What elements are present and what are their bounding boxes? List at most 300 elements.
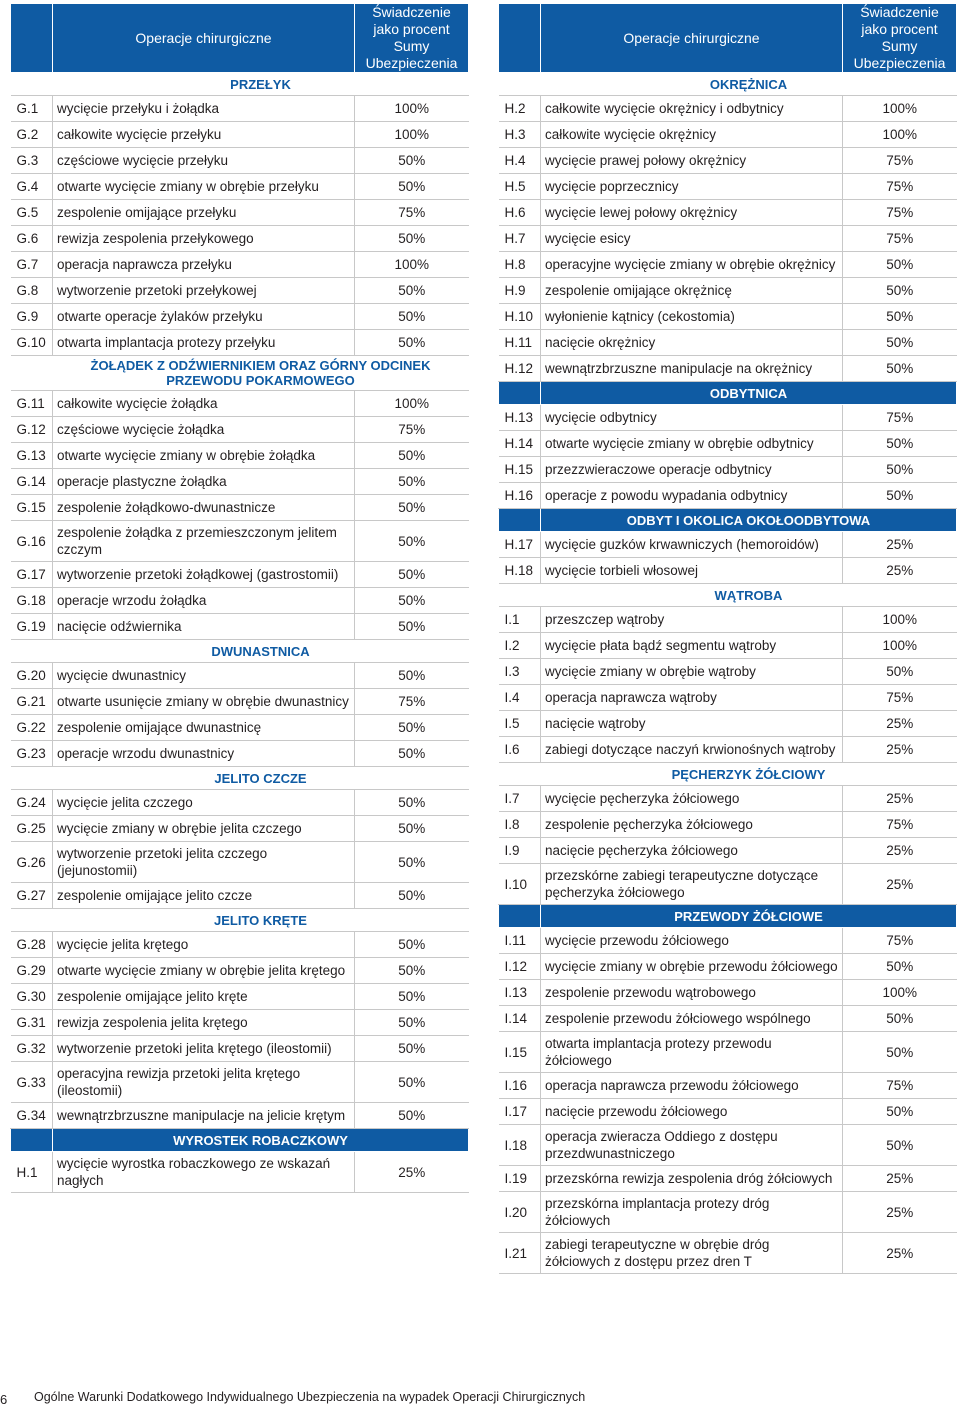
section-header: [11, 356, 469, 391]
benefit-percent: 50%: [355, 741, 469, 767]
table-row: [499, 96, 957, 122]
benefit-percent: 50%: [843, 1032, 957, 1073]
benefit-percent: 50%: [355, 984, 469, 1010]
operation-code: I.12: [499, 954, 541, 980]
table-row: [499, 737, 957, 763]
operation-name: wyłonienie kątnicy (cekostomia): [541, 304, 843, 330]
table-row: [11, 741, 469, 767]
operation-code: G.5: [11, 200, 53, 226]
table-row: [11, 391, 469, 417]
operation-code: G.9: [11, 304, 53, 330]
benefit-percent: 75%: [843, 928, 957, 954]
benefit-percent: 100%: [355, 391, 469, 417]
operation-name: operacja zwieracza Oddiego z dostępu przezdwunastniczego: [541, 1125, 843, 1166]
table-row: [11, 588, 469, 614]
operation-name: wytworzenie przetoki jelita czczego (jejunostomii): [53, 842, 355, 883]
benefit-percent: 50%: [355, 614, 469, 640]
benefit-percent: 50%: [843, 278, 957, 304]
operation-code: G.22: [11, 715, 53, 741]
operation-code: I.19: [499, 1166, 541, 1192]
benefit-percent: 50%: [355, 304, 469, 330]
table-row: [11, 278, 469, 304]
table-row: [11, 200, 469, 226]
operation-name: otwarte wycięcie zmiany w obrębie przełyku: [53, 174, 355, 200]
benefit-percent: 25%: [843, 558, 957, 584]
table-row: [11, 663, 469, 689]
operation-code: G.6: [11, 226, 53, 252]
operation-code: I.21: [499, 1233, 541, 1274]
operation-code: G.19: [11, 614, 53, 640]
table-row: [11, 883, 469, 909]
section-title: JELITO CZCZE: [53, 767, 469, 790]
operation-name: zabiegi dotyczące naczyń krwionośnych wątroby: [541, 737, 843, 763]
section-title: DWUNASTNICA: [53, 640, 469, 663]
operation-code: G.21: [11, 689, 53, 715]
benefit-percent: 50%: [355, 883, 469, 909]
section-title: ODBYT I OKOLICA OKOŁOODBYTOWA: [541, 509, 957, 532]
benefit-percent: 50%: [355, 932, 469, 958]
benefit-percent: 75%: [355, 200, 469, 226]
benefit-percent: 75%: [843, 200, 957, 226]
table-row: [499, 356, 957, 382]
section-title: PRZEŁYK: [53, 73, 469, 96]
footer-document-title: Ogólne Warunki Dodatkowego Indywidualnego Ubezpieczenia na wypadek Operacji Chirurgicznych: [34, 1390, 586, 1404]
table-row: [11, 984, 469, 1010]
table-row: [499, 812, 957, 838]
operation-name: wycięcie pęcherzyka żółciowego: [541, 786, 843, 812]
benefit-percent: 50%: [355, 715, 469, 741]
operation-code: G.18: [11, 588, 53, 614]
table-row: [499, 226, 957, 252]
section-spacer: [499, 763, 541, 786]
table-row: [11, 495, 469, 521]
table-row: [499, 431, 957, 457]
table-row: [499, 1192, 957, 1233]
operation-code: I.16: [499, 1073, 541, 1099]
operation-code: I.15: [499, 1032, 541, 1073]
benefit-percent: 50%: [355, 469, 469, 495]
table-header: [11, 4, 469, 73]
header-code-cell: [11, 4, 53, 73]
benefit-percent: 100%: [355, 122, 469, 148]
page-number: 6: [0, 1392, 8, 1407]
table-row: [11, 715, 469, 741]
operation-name: zespolenie omijające jelito kręte: [53, 984, 355, 1010]
operation-name: całkowite wycięcie żołądka: [53, 391, 355, 417]
operation-name: operacja naprawcza przełyku: [53, 252, 355, 278]
operation-code: G.10: [11, 330, 53, 356]
operation-name: wycięcie odbytnicy: [541, 405, 843, 431]
operation-code: G.1: [11, 96, 53, 122]
table-row: [11, 1103, 469, 1129]
section-title: ŻOŁĄDEK Z ODŹWIERNIKIEM ORAZ GÓRNY ODCINEK PRZEWODU POKARMOWEGO: [53, 356, 469, 391]
benefit-percent: 50%: [355, 495, 469, 521]
operation-name: operacje wrzodu dwunastnicy: [53, 741, 355, 767]
table-row: [11, 122, 469, 148]
section-spacer: [499, 382, 541, 405]
table-row: [499, 278, 957, 304]
operation-code: G.14: [11, 469, 53, 495]
operation-code: I.7: [499, 786, 541, 812]
operation-code: G.34: [11, 1103, 53, 1129]
benefit-percent: 50%: [355, 226, 469, 252]
operation-code: I.5: [499, 711, 541, 737]
section-header: [499, 905, 957, 928]
operation-code: I.9: [499, 838, 541, 864]
section-header: [499, 763, 957, 786]
table-row: [11, 816, 469, 842]
operation-code: G.25: [11, 816, 53, 842]
benefit-percent: 50%: [843, 954, 957, 980]
operation-code: I.4: [499, 685, 541, 711]
operation-code: G.28: [11, 932, 53, 958]
benefit-percent: 50%: [355, 790, 469, 816]
table-row: [11, 252, 469, 278]
table-row: [499, 838, 957, 864]
operation-name: wycięcie wyrostka robaczkowego ze wskazań nagłych: [53, 1152, 355, 1193]
operation-name: wycięcie zmiany w obrębie przewodu żółciowego: [541, 954, 843, 980]
section-header: [499, 509, 957, 532]
section-header: [499, 584, 957, 607]
page-footer: [0, 1388, 960, 1412]
benefit-percent: 50%: [355, 1036, 469, 1062]
operation-name: otwarte wycięcie zmiany w obrębie odbytnicy: [541, 431, 843, 457]
benefit-percent: 100%: [843, 607, 957, 633]
section-title: WYROSTEK ROBACZKOWY: [53, 1129, 469, 1152]
operation-name: otwarte operacje żylaków przełyku: [53, 304, 355, 330]
section-header: [11, 767, 469, 790]
operation-code: G.26: [11, 842, 53, 883]
operation-name: przezzwieraczowe operacje odbytnicy: [541, 457, 843, 483]
operation-name: zespolenie przewodu żółciowego wspólnego: [541, 1006, 843, 1032]
benefit-percent: 50%: [355, 521, 469, 562]
operation-name: przezskórna implantacja protezy dróg żółciowych: [541, 1192, 843, 1233]
operation-code: H.17: [499, 532, 541, 558]
operation-name: wewnątrzbrzuszne manipulacje na jelicie krętym: [53, 1103, 355, 1129]
operation-name: otwarte usunięcie zmiany w obrębie dwunastnicy: [53, 689, 355, 715]
operation-name: wycięcie przełyku i żołądka: [53, 96, 355, 122]
table-row: [499, 685, 957, 711]
section-spacer: [11, 1129, 53, 1152]
operation-name: wytworzenie przetoki żołądkowej (gastrostomii): [53, 562, 355, 588]
benefit-percent: 25%: [843, 864, 957, 905]
section-title: PRZEWODY ŻÓŁCIOWE: [541, 905, 957, 928]
section-header: [11, 73, 469, 96]
operation-code: G.24: [11, 790, 53, 816]
benefit-percent: 75%: [843, 685, 957, 711]
operation-code: G.31: [11, 1010, 53, 1036]
operation-code: H.18: [499, 558, 541, 584]
operation-name: wycięcie przewodu żółciowego: [541, 928, 843, 954]
table-row: [11, 226, 469, 252]
operation-name: częściowe wycięcie przełyku: [53, 148, 355, 174]
benefit-percent: 50%: [355, 958, 469, 984]
benefit-percent: 50%: [355, 842, 469, 883]
table-row: [11, 790, 469, 816]
table-row: [11, 562, 469, 588]
benefit-percent: 50%: [355, 562, 469, 588]
benefit-percent: 75%: [843, 812, 957, 838]
table-body: [11, 73, 469, 1193]
operation-name: nacięcie wątroby: [541, 711, 843, 737]
section-header: [11, 909, 469, 932]
table-row: [11, 1062, 469, 1103]
operation-code: G.16: [11, 521, 53, 562]
table-row: [11, 148, 469, 174]
section-spacer: [499, 584, 541, 607]
operation-code: G.4: [11, 174, 53, 200]
operation-code: I.17: [499, 1099, 541, 1125]
operation-code: I.3: [499, 659, 541, 685]
benefit-percent: 75%: [843, 1073, 957, 1099]
operation-name: operacje wrzodu żołądka: [53, 588, 355, 614]
operations-table-right: [498, 3, 957, 1274]
table-row: [499, 1166, 957, 1192]
operation-name: operacyjna rewizja przetoki jelita krętego (ileostomii): [53, 1062, 355, 1103]
operation-code: H.6: [499, 200, 541, 226]
section-header: [499, 382, 957, 405]
table-row: [499, 1125, 957, 1166]
operation-code: H.12: [499, 356, 541, 382]
benefit-percent: 50%: [355, 1010, 469, 1036]
table-row: [499, 954, 957, 980]
benefit-percent: 50%: [355, 278, 469, 304]
table-row: [11, 958, 469, 984]
benefit-percent: 50%: [843, 457, 957, 483]
table-row: [499, 1006, 957, 1032]
operation-code: I.10: [499, 864, 541, 905]
operation-name: wycięcie lewej połowy okrężnicy: [541, 200, 843, 226]
operation-code: G.11: [11, 391, 53, 417]
operation-name: zespolenie omijające jelito czcze: [53, 883, 355, 909]
operation-code: I.1: [499, 607, 541, 633]
section-title: JELITO KRĘTE: [53, 909, 469, 932]
benefit-percent: 50%: [843, 1006, 957, 1032]
benefit-percent: 100%: [355, 252, 469, 278]
table-row: [499, 786, 957, 812]
benefit-percent: 25%: [355, 1152, 469, 1193]
operation-name: zespolenie pęcherzyka żółciowego: [541, 812, 843, 838]
benefit-percent: 50%: [843, 431, 957, 457]
operation-code: H.5: [499, 174, 541, 200]
table-row: [11, 417, 469, 443]
operation-code: H.14: [499, 431, 541, 457]
table-row: [499, 1032, 957, 1073]
table-row: [499, 122, 957, 148]
operation-code: G.30: [11, 984, 53, 1010]
operation-name: operacja naprawcza wątroby: [541, 685, 843, 711]
right-column: [498, 3, 956, 1274]
table-row: [499, 457, 957, 483]
table-row: [11, 96, 469, 122]
benefit-percent: 25%: [843, 1166, 957, 1192]
header-code-cell: [499, 4, 541, 73]
operation-name: całkowite wycięcie przełyku: [53, 122, 355, 148]
table-row: [499, 864, 957, 905]
table-row: [11, 689, 469, 715]
benefit-percent: 50%: [843, 330, 957, 356]
section-spacer: [11, 767, 53, 790]
operation-code: G.20: [11, 663, 53, 689]
section-spacer: [499, 73, 541, 96]
operation-name: zespolenie omijające okrężnicę: [541, 278, 843, 304]
benefit-percent: 75%: [843, 148, 957, 174]
operation-name: całkowite wycięcie okrężnicy i odbytnicy: [541, 96, 843, 122]
section-spacer: [499, 509, 541, 532]
operation-name: wewnątrzbrzuszne manipulacje na okrężnicy: [541, 356, 843, 382]
benefit-percent: 50%: [355, 663, 469, 689]
benefit-percent: 50%: [843, 356, 957, 382]
operation-code: I.18: [499, 1125, 541, 1166]
operation-name: przeszczep wątroby: [541, 607, 843, 633]
operation-code: H.4: [499, 148, 541, 174]
table-row: [499, 304, 957, 330]
benefit-percent: 50%: [843, 659, 957, 685]
table-header: [499, 4, 957, 73]
operation-code: H.8: [499, 252, 541, 278]
benefit-percent: 50%: [843, 304, 957, 330]
operation-name: zespolenie przewodu wątrobowego: [541, 980, 843, 1006]
operation-code: G.32: [11, 1036, 53, 1062]
benefit-percent: 100%: [843, 96, 957, 122]
table-row: [499, 607, 957, 633]
operation-name: wycięcie zmiany w obrębie wątroby: [541, 659, 843, 685]
benefit-percent: 75%: [843, 405, 957, 431]
operation-name: nacięcie odźwiernika: [53, 614, 355, 640]
table-row: [11, 1010, 469, 1036]
table-row: [11, 1152, 469, 1193]
benefit-percent: 50%: [355, 816, 469, 842]
benefit-percent: 50%: [355, 588, 469, 614]
header-benefit-label: Świadczenie jako procent Sumy Ubezpieczenia: [355, 4, 469, 73]
table-row: [499, 200, 957, 226]
operation-code: H.11: [499, 330, 541, 356]
operation-name: operacje plastyczne żołądka: [53, 469, 355, 495]
section-title: WĄTROBA: [541, 584, 957, 607]
benefit-percent: 50%: [355, 330, 469, 356]
table-row: [499, 148, 957, 174]
section-header: [499, 73, 957, 96]
operation-name: całkowite wycięcie okrężnicy: [541, 122, 843, 148]
benefit-percent: 25%: [843, 737, 957, 763]
section-spacer: [11, 640, 53, 663]
operation-name: zespolenie żołądkowo-dwunastnicze: [53, 495, 355, 521]
operation-name: wycięcie guzków krwawniczych (hemoroidów): [541, 532, 843, 558]
benefit-percent: 50%: [355, 148, 469, 174]
section-header: [11, 640, 469, 663]
section-spacer: [11, 909, 53, 932]
operation-name: operacje z powodu wypadania odbytnicy: [541, 483, 843, 509]
operation-code: I.20: [499, 1192, 541, 1233]
operation-code: I.13: [499, 980, 541, 1006]
benefit-percent: 50%: [355, 443, 469, 469]
benefit-percent: 50%: [355, 1103, 469, 1129]
table-row: [499, 1073, 957, 1099]
table-row: [499, 558, 957, 584]
operation-name: operacja naprawcza przewodu żółciowego: [541, 1073, 843, 1099]
benefit-percent: 75%: [843, 226, 957, 252]
benefit-percent: 75%: [355, 689, 469, 715]
table-row: [11, 842, 469, 883]
operation-code: G.15: [11, 495, 53, 521]
table-row: [499, 1233, 957, 1274]
benefit-percent: 75%: [355, 417, 469, 443]
table-row: [11, 932, 469, 958]
benefit-percent: 50%: [843, 1099, 957, 1125]
benefit-percent: 100%: [843, 633, 957, 659]
benefit-percent: 25%: [843, 786, 957, 812]
operation-code: G.3: [11, 148, 53, 174]
operation-name: wycięcie poprzecznicy: [541, 174, 843, 200]
table-row: [499, 928, 957, 954]
table-row: [11, 469, 469, 495]
operation-name: wycięcie płata bądź segmentu wątroby: [541, 633, 843, 659]
benefit-percent: 25%: [843, 838, 957, 864]
table-row: [499, 980, 957, 1006]
operation-name: otwarta implantacja protezy przewodu żółciowego: [541, 1032, 843, 1073]
table-row: [11, 1036, 469, 1062]
operation-code: G.27: [11, 883, 53, 909]
operation-code: H.13: [499, 405, 541, 431]
table-row: [499, 405, 957, 431]
benefit-percent: 25%: [843, 711, 957, 737]
operation-code: G.17: [11, 562, 53, 588]
table-row: [499, 1099, 957, 1125]
operation-name: nacięcie okrężnicy: [541, 330, 843, 356]
table-row: [499, 711, 957, 737]
benefit-percent: 75%: [843, 174, 957, 200]
operation-code: I.14: [499, 1006, 541, 1032]
operation-code: H.10: [499, 304, 541, 330]
benefit-percent: 50%: [843, 1125, 957, 1166]
benefit-percent: 25%: [843, 1192, 957, 1233]
table-row: [499, 174, 957, 200]
operation-code: G.13: [11, 443, 53, 469]
benefit-percent: 50%: [355, 174, 469, 200]
operation-name: wycięcie jelita krętego: [53, 932, 355, 958]
operation-code: G.8: [11, 278, 53, 304]
operation-name: wycięcie jelita czczego: [53, 790, 355, 816]
table-row: [499, 659, 957, 685]
operation-code: H.16: [499, 483, 541, 509]
operation-code: H.9: [499, 278, 541, 304]
table-body: [499, 73, 957, 1274]
operations-table-left: [10, 3, 469, 1193]
table-row: [499, 532, 957, 558]
operation-name: wytworzenie przetoki przełykowej: [53, 278, 355, 304]
table-row: [499, 330, 957, 356]
section-title: PĘCHERZYK ŻÓŁCIOWY: [541, 763, 957, 786]
operation-name: przezskórne zabiegi terapeutyczne dotyczące pęcherzyka żółciowego: [541, 864, 843, 905]
benefit-percent: 25%: [843, 532, 957, 558]
operation-name: wycięcie zmiany w obrębie jelita czczego: [53, 816, 355, 842]
operation-code: G.12: [11, 417, 53, 443]
table-row: [499, 252, 957, 278]
operation-name: zespolenie omijające dwunastnicę: [53, 715, 355, 741]
benefit-percent: 100%: [843, 122, 957, 148]
table-row: [499, 483, 957, 509]
benefit-percent: 100%: [355, 96, 469, 122]
table-row: [11, 330, 469, 356]
section-header: [11, 1129, 469, 1152]
section-title: ODBYTNICA: [541, 382, 957, 405]
benefit-percent: 25%: [843, 1233, 957, 1274]
operation-name: otwarte wycięcie zmiany w obrębie jelita krętego: [53, 958, 355, 984]
operation-name: otwarte wycięcie zmiany w obrębie żołądka: [53, 443, 355, 469]
operation-name: operacyjne wycięcie zmiany w obrębie okrężnicy: [541, 252, 843, 278]
operation-name: częściowe wycięcie żołądka: [53, 417, 355, 443]
operation-name: wytworzenie przetoki jelita krętego (ileostomii): [53, 1036, 355, 1062]
